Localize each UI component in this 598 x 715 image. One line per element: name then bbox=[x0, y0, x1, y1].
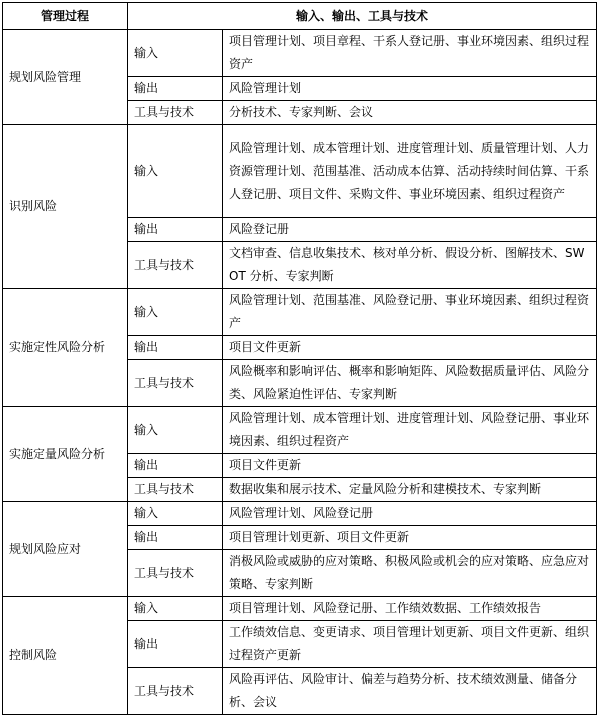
header-io-tools: 输入、输出、工具与技术 bbox=[128, 3, 597, 30]
row-content: 消极风险或威胁的应对策略、积极风险或机会的应对策略、应急应对策略、专家判断 bbox=[223, 550, 597, 597]
row-content: 风险概率和影响评估、概率和影响矩阵、风险数据质量评估、风险分类、风险紧迫性评估、专家判断 bbox=[223, 360, 597, 407]
row-content: 项目管理计划、项目章程、干系人登记册、事业环境因素、组织过程资产 bbox=[223, 30, 597, 77]
table-row bbox=[3, 289, 597, 336]
row-category: 输入 bbox=[128, 502, 223, 526]
process-name: 控制风险 bbox=[3, 597, 128, 715]
row-content: 项目管理计划更新、项目文件更新 bbox=[223, 526, 597, 550]
row-category: 工具与技术 bbox=[128, 478, 223, 502]
risk-management-process-table bbox=[2, 2, 597, 715]
row-category: 工具与技术 bbox=[128, 550, 223, 597]
process-name: 规划风险管理 bbox=[3, 30, 128, 125]
row-content: 项目文件更新 bbox=[223, 336, 597, 360]
row-content: 项目管理计划、风险登记册、工作绩效数据、工作绩效报告 bbox=[223, 597, 597, 621]
table-row bbox=[3, 125, 597, 218]
row-category: 输出 bbox=[128, 336, 223, 360]
row-content: 风险管理计划、风险登记册 bbox=[223, 502, 597, 526]
process-name: 实施定性风险分析 bbox=[3, 289, 128, 407]
row-content: 分析技术、专家判断、会议 bbox=[223, 101, 597, 125]
table-row bbox=[3, 30, 597, 77]
row-category: 输出 bbox=[128, 526, 223, 550]
row-category: 输入 bbox=[128, 30, 223, 77]
table-row bbox=[3, 502, 597, 526]
row-category: 工具与技术 bbox=[128, 668, 223, 715]
row-content: 风险管理计划、成本管理计划、进度管理计划、风险登记册、事业环境因素、组织过程资产 bbox=[223, 407, 597, 454]
row-content: 工作绩效信息、变更请求、项目管理计划更新、项目文件更新、组织过程资产更新 bbox=[223, 621, 597, 668]
row-content: 风险登记册 bbox=[223, 218, 597, 242]
row-category: 工具与技术 bbox=[128, 242, 223, 289]
header-row bbox=[3, 3, 597, 30]
row-category: 工具与技术 bbox=[128, 360, 223, 407]
row-category: 输入 bbox=[128, 289, 223, 336]
row-content: 风险管理计划 bbox=[223, 77, 597, 101]
row-content: 风险再评估、风险审计、偏差与趋势分析、技术绩效测量、储备分析、会议 bbox=[223, 668, 597, 715]
row-content: 文档审查、信息收集技术、核对单分析、假设分析、图解技术、SWOT 分析、专家判断 bbox=[223, 242, 597, 289]
row-content: 数据收集和展示技术、定量风险分析和建模技术、专家判断 bbox=[223, 478, 597, 502]
row-category: 输入 bbox=[128, 125, 223, 218]
row-category: 工具与技术 bbox=[128, 101, 223, 125]
row-category: 输入 bbox=[128, 597, 223, 621]
row-category: 输出 bbox=[128, 77, 223, 101]
process-name: 规划风险应对 bbox=[3, 502, 128, 597]
row-category: 输出 bbox=[128, 621, 223, 668]
header-process: 管理过程 bbox=[3, 3, 128, 30]
row-category: 输出 bbox=[128, 454, 223, 478]
row-category: 输出 bbox=[128, 218, 223, 242]
row-content: 项目文件更新 bbox=[223, 454, 597, 478]
table-row bbox=[3, 407, 597, 454]
row-category: 输入 bbox=[128, 407, 223, 454]
row-content: 风险管理计划、范围基准、风险登记册、事业环境因素、组织过程资产 bbox=[223, 289, 597, 336]
table-row bbox=[3, 597, 597, 621]
row-content: 风险管理计划、成本管理计划、进度管理计划、质量管理计划、人力资源管理计划、范围基准、活动成本估算、活动持续时间估算、干系人登记册、项目文件、采购文件、事业环境因素、组织过程资产 bbox=[223, 125, 597, 218]
process-name: 识别风险 bbox=[3, 125, 128, 289]
process-name: 实施定量风险分析 bbox=[3, 407, 128, 502]
